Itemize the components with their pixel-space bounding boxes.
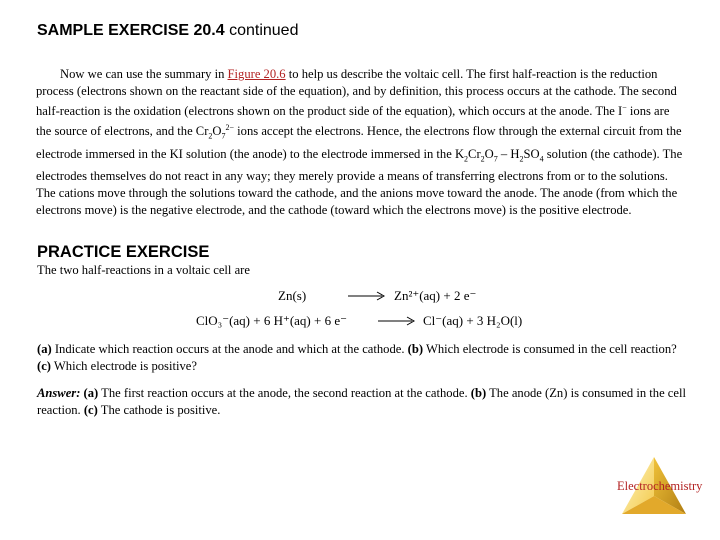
- charge-sup: 2−: [225, 122, 235, 132]
- subscript: 2: [519, 154, 524, 164]
- answer-label: Answer:: [37, 386, 81, 400]
- practice-questions: [37, 341, 687, 375]
- subscript: 7: [493, 154, 498, 164]
- chapter-label: Electrochemistry: [617, 479, 703, 493]
- answer-c-label: (c): [83, 402, 98, 417]
- practice-intro: The two half-reactions in a voltaic cell are: [37, 263, 250, 277]
- subscript: 7: [221, 131, 226, 141]
- question-b-text: Which electrode is consumed in the cell reaction?: [423, 342, 677, 356]
- reaction-1-reactants: Zn(s): [278, 288, 307, 303]
- reaction-1-products: Zn²⁺(aq) + 2 e⁻: [394, 288, 477, 303]
- page-title-bold: SAMPLE EXERCISE 20.4: [37, 22, 225, 39]
- question-c-label: (c): [37, 358, 51, 373]
- page-title: [37, 22, 298, 40]
- figure-link[interactable]: Figure 20.6: [227, 67, 286, 81]
- explanation-text: Now we can use the summary in: [60, 67, 228, 81]
- explanation-text: – H: [497, 146, 520, 161]
- half-reaction-1: [196, 288, 536, 313]
- charge-sup: −: [622, 102, 627, 112]
- explanation-text: ions are the source of electrons, and the Cr: [36, 104, 670, 139]
- explanation-text: solution (the cathode). The electrodes themselves do not react in any way; they merely provide a means of transferring electrons from or to the solutions. The cations move through the solutions toward the cathode, and the anions move toward the anode. The anode (from which the electrons move) is the negative electrode, and the cathode (toward which the electrons move) is the positive electrode.: [36, 146, 683, 217]
- explanation-block: [36, 66, 684, 219]
- practice-heading: PRACTICE EXERCISE: [37, 243, 210, 261]
- question-c-text: Which electrode is positive?: [50, 358, 197, 373]
- answer-a-text: The first reaction occurs at the anode, the second reaction at the cathode.: [98, 386, 471, 400]
- explanation-text: to help us describe the voltaic cell. The first half-reaction is the reduction process (electrons shown on the reactant side of the equation), and by definition, this process occurs at the cathode. The second half-reaction is the oxidation (electrons shown on the product side of the equation), which occurs at the anode. The I: [36, 67, 677, 118]
- answer-b-label: (b): [470, 386, 487, 400]
- answer-a-label: (a): [83, 386, 99, 400]
- half-reaction-2: [196, 313, 536, 338]
- page-title-rest: continued: [224, 22, 299, 39]
- reaction-2-products: Cl⁻(aq) + 3 H₂O(l): [423, 313, 523, 328]
- subscript: 2: [480, 154, 485, 164]
- subscript: 4: [539, 154, 544, 164]
- question-b-label: (b): [407, 342, 424, 356]
- subscript: 2: [208, 131, 213, 141]
- answer-b-text: The anode (Zn) is consumed in the cell reaction.: [37, 386, 686, 417]
- answer-c-text: The cathode is positive.: [97, 402, 221, 417]
- question-a-label: (a): [37, 342, 52, 356]
- explanation-text: ions accept the electrons. Hence, the electrons flow through the external circuit from the electrode immersed in the KI solution (the anode) to the electrode immersed in the K: [36, 124, 682, 161]
- half-reactions: [196, 288, 536, 338]
- question-a-text: Indicate which reaction occurs at the anode and which at the cathode.: [51, 342, 408, 356]
- reaction-2-reactants: ClO₃⁻(aq) + 6 H⁺(aq) + 6 e⁻: [196, 313, 347, 328]
- subscript: 2: [464, 154, 469, 164]
- explanation-paragraph: Now we can use the summary in Figure 20.6 to help us describe the voltaic cell. The first half-reaction is the reduction process (electrons shown on the reactant side of the equation), and by definition, this process occurs at the cathode. The second half-reaction is the oxidation (electrons shown on the product side of the equation), which occurs at the anode. The I− ions are the source of electrons, and the $Cr_2O_7^{2-}$ ions accept the electrons. Hence, the electrons flow through the external circuit from the electrode immersed in the KI solution (the anode) to the electrode immersed in the $K_2Cr_2O_7 - H_2SO_4$ solution (the cathode). The electrodes themselves do not react in any way; they merely provide a means of transferring electrons from or to the solutions. The cations move through the solutions toward the cathode, and the anions move toward the anode. The anode (from which the electrons move) is the negative electrode, and the cathode (toward which the electrons move) is the positive electrode.: [36, 67, 683, 217]
- reaction-arrow-icon: [346, 288, 388, 304]
- practice-answer: [37, 385, 687, 419]
- reaction-arrow-icon: [376, 313, 418, 329]
